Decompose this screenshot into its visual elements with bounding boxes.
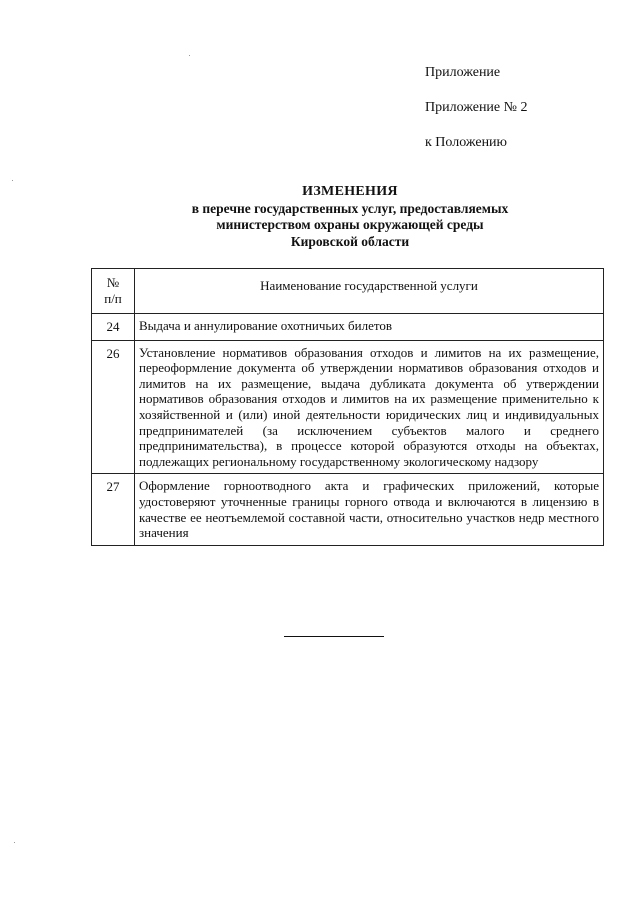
scan-speck <box>14 842 15 843</box>
table-row <box>92 314 604 341</box>
appendix-label: Приложение <box>425 65 501 80</box>
row-number: 27 <box>92 474 135 545</box>
column-header-number-line1: № <box>106 275 120 290</box>
title-main: ИЗМЕНЕНИЯ <box>302 184 398 199</box>
scan-speck <box>12 180 13 181</box>
appendix-number: Приложение № 2 <box>425 100 528 115</box>
row-number: 24 <box>92 314 135 341</box>
document-title <box>90 184 610 250</box>
services-table <box>91 268 604 546</box>
column-header-number-line2: п/п <box>104 291 122 306</box>
closing-rule <box>284 636 384 637</box>
title-subline-1: в перечне государственных услуг, предоставляемых <box>191 200 509 216</box>
row-number: 26 <box>92 340 135 474</box>
table-header-row <box>92 269 604 314</box>
column-header-service-name: Наименование государственной услуги <box>135 269 604 314</box>
table-row <box>92 340 604 474</box>
scan-speck <box>189 55 190 56</box>
service-name: Установление нормативов образования отходов и лимитов на их размещение, переоформление документа об утверждении нормативов образования отходов и лимитов на их размещение, выдача дубликата документа об утверждении нормативов образования отходов и лимитов на их размещение применительно к хозяйственной и (или) иной деятельности юридических лиц и индивидуальных предпринимателей (за исключением субъектов малого и среднего предпринимательства), в процессе которой образуются отходы на объектах, подлежащих региональному государственному экологическому надзору <box>135 340 604 474</box>
appendix-reference: к Положению <box>425 135 508 150</box>
service-name: Выдача и аннулирование охотничьих билетов <box>135 314 604 341</box>
table-row <box>92 474 604 545</box>
service-name: Оформление горноотводного акта и графических приложений, которые удостоверяют уточненные границы горного отвода и включаются в лицензию в качестве ее неотъемлемой составной части, относительно участков недр местного значения <box>135 474 604 545</box>
title-subline-2: министерством охраны окружающей среды <box>216 217 484 232</box>
title-subline-3: Кировской области <box>290 233 410 249</box>
column-header-number <box>92 269 135 314</box>
